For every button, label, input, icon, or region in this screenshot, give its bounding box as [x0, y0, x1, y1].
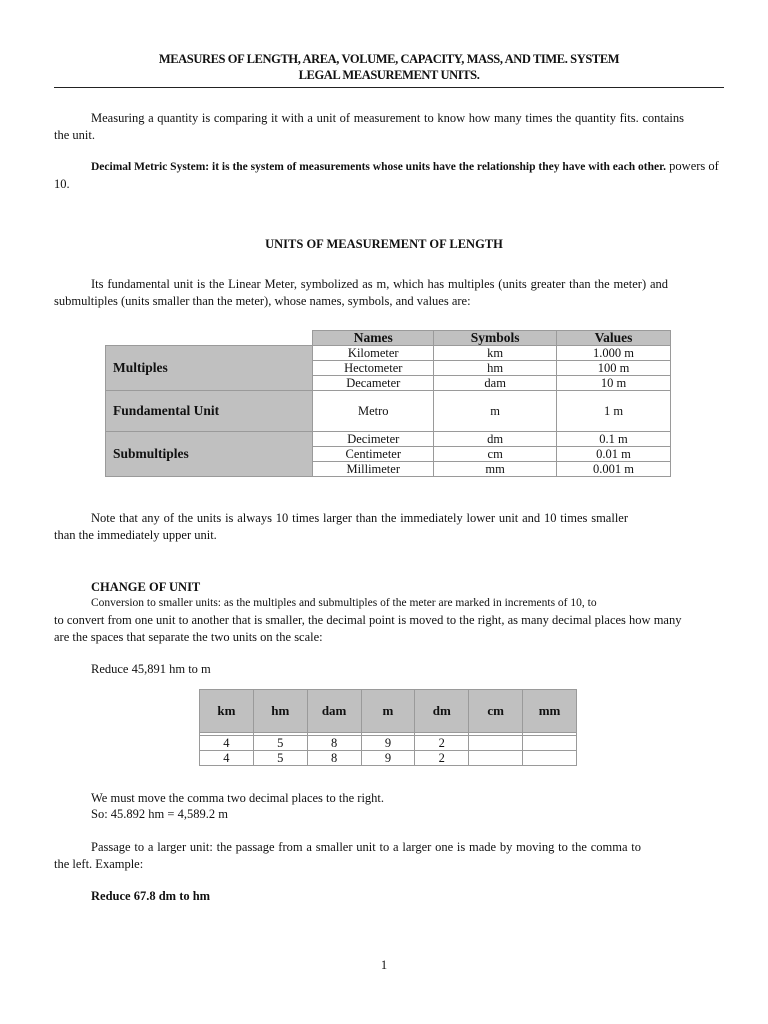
length-units-table: [105, 330, 671, 477]
reduce-example-1: Reduce 45,891 hm to m: [91, 662, 211, 676]
larger-unit-paragraph: Passage to a larger unit: the passage from a smaller unit to a larger one is made by moving to the comma to the left. Example:: [54, 840, 641, 871]
conv-cell: [469, 751, 523, 766]
units-value: 0.001 m: [557, 462, 671, 477]
conv-header-dm: dm: [415, 690, 469, 733]
conv-cell: 9: [361, 736, 415, 751]
units-name: Millimeter: [313, 462, 434, 477]
conv-cell: 8: [307, 751, 361, 766]
reduce-example-2: Reduce 67.8 dm to hm: [91, 889, 211, 903]
units-value: 0.01 m: [557, 447, 671, 462]
conv-header-mm: mm: [523, 690, 577, 733]
move-comma-line: We must move the comma two decimal places to the right.: [91, 791, 385, 805]
change-of-unit-intro: Conversion to smaller units: as the multiples and submultiples of the meter are marked in increments of 10, to: [91, 597, 597, 609]
units-value: 1 m: [557, 391, 671, 432]
units-name: Kilometer: [313, 346, 434, 361]
units-header-symbols: Symbols: [434, 331, 557, 346]
units-name: Metro: [313, 391, 434, 432]
note-paragraph: Note that any of the units is always 10 times larger than the immediately lower unit and 10 times smaller than the immediately upper unit.: [54, 511, 628, 542]
change-of-unit-heading: CHANGE OF UNIT: [91, 580, 201, 594]
units-value: 100 m: [557, 361, 671, 376]
units-symbol: mm: [434, 462, 557, 477]
change-of-unit-rule: to convert from one unit to another that is smaller, the decimal point is moved to the right, as many decimal places how many are the spaces that separate the two units on the scale:: [54, 613, 682, 644]
decimal-metric-paragraph: [54, 158, 732, 193]
units-symbol: km: [434, 346, 557, 361]
units-name: Centimeter: [313, 447, 434, 462]
conv-cell: 4: [200, 736, 254, 751]
decimal-metric-definition: Decimal Metric System: it is the system of measurements whose units have the relationship they have with each other.: [91, 161, 667, 173]
conv-header-dam: dam: [307, 690, 361, 733]
units-value: 1.000 m: [557, 346, 671, 361]
conv-header-cm: cm: [469, 690, 523, 733]
units-group-fundamental: Fundamental Unit: [106, 391, 313, 432]
units-symbol: m: [434, 391, 557, 432]
conv-header-hm: hm: [253, 690, 307, 733]
units-group-multiples: Multiples: [106, 346, 313, 391]
units-header-values: Values: [557, 331, 671, 346]
document-title-line-2: LEGAL MEASUREMENT UNITS.: [298, 68, 480, 82]
conv-cell: [469, 736, 523, 751]
conv-cell: 8: [307, 736, 361, 751]
conv-cell: 4: [200, 751, 254, 766]
conv-cell: 2: [415, 736, 469, 751]
fundamental-unit-paragraph: Its fundamental unit is the Linear Meter, symbolized as m, which has multiples (units greater than the meter) and submultiples (units smaller than the meter), whose names, symbols, and values are:: [54, 277, 668, 308]
conv-header-km: km: [200, 690, 254, 733]
units-symbol: dam: [434, 376, 557, 391]
units-name: Hectometer: [313, 361, 434, 376]
conv-header-m: m: [361, 690, 415, 733]
intro-paragraph: Measuring a quantity is comparing it with a unit of measurement to know how many times the quantity fits. contains the unit.: [54, 111, 684, 142]
units-value: 10 m: [557, 376, 671, 391]
decimal-metric-definition-end: powers of 10.: [54, 159, 719, 191]
units-symbol: dm: [434, 432, 557, 447]
conv-cell: 5: [253, 736, 307, 751]
units-symbol: hm: [434, 361, 557, 376]
units-symbol: cm: [434, 447, 557, 462]
conv-cell: [523, 751, 577, 766]
conversion-table: [199, 689, 577, 766]
conv-cell: 2: [415, 751, 469, 766]
title-divider: [54, 87, 724, 88]
units-name: Decameter: [313, 376, 434, 391]
document-title-line-1: MEASURES OF LENGTH, AREA, VOLUME, CAPACITY, MASS, AND TIME. SYSTEM: [158, 52, 620, 66]
conversion-result-line: So: 45.892 hm = 4,589.2 m: [91, 807, 228, 821]
conv-cell: [523, 736, 577, 751]
conv-cell: 5: [253, 751, 307, 766]
units-name: Decimeter: [313, 432, 434, 447]
units-value: 0.1 m: [557, 432, 671, 447]
units-header-names: Names: [313, 331, 434, 346]
section-heading-length: UNITS OF MEASUREMENT OF LENGTH: [265, 237, 503, 251]
page-number: 1: [380, 958, 388, 972]
units-group-submultiples: Submultiples: [106, 432, 313, 477]
conv-cell: 9: [361, 751, 415, 766]
